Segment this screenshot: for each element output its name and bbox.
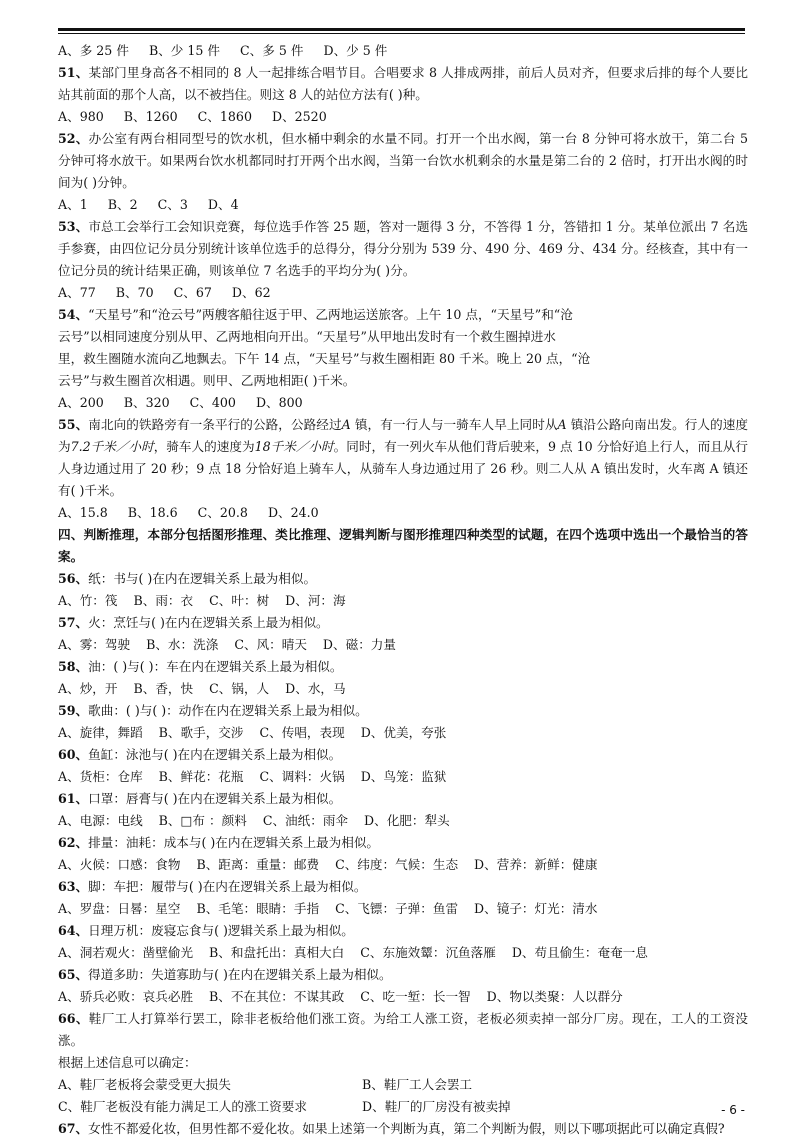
analogy-question-stem xyxy=(58,964,748,986)
option: B、和盘托出：真相大白 xyxy=(209,945,345,960)
q54-options xyxy=(58,392,748,414)
question-text: 油：( )与( )：车在内在逻辑关系上最为相似。 xyxy=(88,659,343,674)
option: D、鸟笼：监狱 xyxy=(360,769,447,784)
option: B、□布 ：颜料 xyxy=(158,813,247,828)
option: A、77 xyxy=(58,285,96,300)
q53-options xyxy=(58,282,748,304)
walker-speed: 7.2千米／小时 xyxy=(70,439,154,454)
option: A、货柜：仓库 xyxy=(58,769,143,784)
question-number: 57、 xyxy=(58,615,89,630)
option: A、15.8 xyxy=(58,505,108,520)
question-text: 歌曲：( )与( )：动作在内在逻辑关系上最为相似。 xyxy=(88,703,368,718)
analogy-question-stem xyxy=(58,876,748,898)
town-a-symbol: A xyxy=(557,417,567,432)
option: D、物以类聚：人以群分 xyxy=(486,989,623,1004)
question-55 xyxy=(58,414,748,502)
q50-options xyxy=(58,40,748,62)
analogy-options xyxy=(58,634,748,656)
question-text: 口罩：唇膏与( )在内在逻辑关系上最为相似。 xyxy=(88,791,342,806)
option: C、多 5 件 xyxy=(240,43,304,58)
question-text: 某部门里身高各不相同的 8 人一起排练合唱节目。合唱要求 8 人排成两排，前后人员对齐，但要求后排的每个人要比站其前面的那个人高，以不被挡住。则这 8 人的站位方法有( )种。 xyxy=(58,65,748,102)
question-52 xyxy=(58,128,748,194)
analogy-question-stem xyxy=(58,700,748,722)
option: D、水，马 xyxy=(285,681,346,696)
option: A、炒，开 xyxy=(58,681,118,696)
question-54-line-1 xyxy=(58,304,748,326)
option: B、香，快 xyxy=(133,681,194,696)
option: A、200 xyxy=(58,395,104,410)
question-number: 59、 xyxy=(58,703,89,718)
analogy-options xyxy=(58,854,748,876)
option: C、鞋厂老板没有能力满足工人的涨工资要求 xyxy=(58,1099,307,1114)
option: B、水：洗涤 xyxy=(146,637,219,652)
option: C、1860 xyxy=(197,109,252,124)
question-number: 56、 xyxy=(58,571,89,586)
analogy-options xyxy=(58,590,748,612)
option: D、鞋厂的厂房没有被卖掉 xyxy=(362,1099,511,1114)
option: C、东施效颦：沉鱼落雁 xyxy=(360,945,496,960)
question-text: 鞋厂工人打算举行罢工，除非老板给他们涨工资。为给工人涨工资，老板必须卖掉一部分厂房。现在，工人的工资没涨。 xyxy=(58,1011,748,1048)
question-text: 得道多助：失道寡助与( )在内在逻辑关系上最为相似。 xyxy=(88,967,392,982)
option: C、飞镖：子弹：鱼雷 xyxy=(335,901,459,916)
option: B、18.6 xyxy=(127,505,178,520)
option: D、2520 xyxy=(271,109,327,124)
question-number: 61、 xyxy=(58,791,89,806)
question-text: 纸：书与( )在内在逻辑关系上最为相似。 xyxy=(88,571,317,586)
question-number: 60、 xyxy=(58,747,89,762)
page-content xyxy=(58,40,748,1140)
question-prompt: 根据上述信息可以确定： xyxy=(58,1055,197,1070)
question-text: 市总工会举行工会知识竞赛，每位选手作答 25 题，答对一题得 3 分，不答得 1 分，答错扣 1 分。某单位派出 7 名选手参赛，由四位记分员分别统计该单位选手的总得分，得分分别为 539 分、490 分、469 分、434 分。经核查，其中有一位记分员的统计结果正确，则该单位 7 名选手的平均分为( )分。 xyxy=(58,219,749,278)
option: A、电源：电线 xyxy=(58,813,143,828)
question-number: 64、 xyxy=(58,923,89,938)
q52-options xyxy=(58,194,748,216)
option: A、火候：口感：食物 xyxy=(58,857,181,872)
analogy-question-stem xyxy=(58,612,748,634)
option: C、吃一堑：长一智 xyxy=(360,989,471,1004)
option: D、24.0 xyxy=(267,505,319,520)
option: A、罗盘：日晷：星空 xyxy=(58,901,181,916)
question-text: 日理万机：废寝忘食与( )逻辑关系上最为相似。 xyxy=(88,923,354,938)
question-text: 办公室有两台相同型号的饮水机，但水桶中剩余的水量不同。打开一个出水阀，第一台 8 分钟可将水放干，第二台 5 分钟可将水放干。如果两台饮水机都同时打开两个出水阀，当第一台饮水机剩余的水量是第二台的 2 倍时，打开出水阀的时间为( )分钟。 xyxy=(58,131,748,190)
option: B、70 xyxy=(115,285,154,300)
question-text-part: 。同时，有一列火车从他们背后驶来，9 点 10 分恰好追上行人，而且从行人身边通过用了 20 秒；9 点 18 分恰好追上骑车人，从骑车人身边通过用了 26 秒。则二人从 A 镇出发时，火车离 A 镇还有( )千米。 xyxy=(58,439,749,498)
option: D、62 xyxy=(231,285,271,300)
option: A、旋律，舞蹈 xyxy=(58,725,143,740)
q55-options xyxy=(58,502,748,524)
analogy-question-stem xyxy=(58,832,748,854)
q66-options-row-1 xyxy=(58,1074,748,1096)
question-number: 58、 xyxy=(58,659,89,674)
option: A、鞋厂老板将会蒙受更大损失 xyxy=(58,1077,231,1092)
option: D、磁：力量 xyxy=(322,637,396,652)
analogy-question-stem xyxy=(58,744,748,766)
option: C、67 xyxy=(173,285,212,300)
option: B、鲜花：花瓶 xyxy=(158,769,244,784)
question-text: 脚：车把：履带与( )在内在逻辑关系上最为相似。 xyxy=(88,879,367,894)
question-text: “天星号”和“沧云号”两艘客船往返于甲、乙两地运送旅客。上午 10 点，“天星号”和“沧 xyxy=(88,307,573,322)
option: A、雾：驾驶 xyxy=(58,637,131,652)
analogy-questions xyxy=(58,568,748,1008)
question-text: 排量：油耗：成本与( )在内在逻辑关系上最为相似。 xyxy=(88,835,380,850)
option: B、不在其位：不谋其政 xyxy=(209,989,345,1004)
option: A、1 xyxy=(58,197,88,212)
question-number: 52、 xyxy=(58,131,89,146)
option: D、营养：新鲜：健康 xyxy=(474,857,598,872)
question-67 xyxy=(58,1118,748,1140)
analogy-options xyxy=(58,810,748,832)
analogy-options xyxy=(58,766,748,788)
option: B、320 xyxy=(123,395,170,410)
option: D、800 xyxy=(255,395,303,410)
option: C、风：晴天 xyxy=(234,637,307,652)
option: C、400 xyxy=(189,395,236,410)
section-heading: 四、判断推理，本部分包括图形推理、类比推理、逻辑判断与图形推理四种类型的试题，在四个选项中选出一个最恰当的答案。 xyxy=(58,527,748,564)
option: C、调料：火锅 xyxy=(259,769,345,784)
option: B、毛笔：眼睛：手指 xyxy=(196,901,320,916)
option: C、3 xyxy=(157,197,188,212)
option: D、河：海 xyxy=(285,593,346,608)
question-text: 女性不都爱化妆，但男性都不爱化妆。如果上述第一个判断为真，第二个判断为假，则以下哪项据此可以确定真假? xyxy=(88,1121,725,1136)
question-53 xyxy=(58,216,748,282)
town-a-symbol: A xyxy=(341,417,351,432)
analogy-question-stem xyxy=(58,568,748,590)
question-number: 66、 xyxy=(58,1011,89,1026)
analogy-options xyxy=(58,722,748,744)
question-number: 51、 xyxy=(58,65,89,80)
analogy-question-stem xyxy=(58,788,748,810)
option: C、叶：树 xyxy=(209,593,270,608)
question-number: 62、 xyxy=(58,835,89,850)
option: B、距离：重量：邮费 xyxy=(196,857,320,872)
option: B、2 xyxy=(107,197,138,212)
question-number: 55、 xyxy=(58,417,89,432)
option: A、洞若观火：凿壁偷光 xyxy=(58,945,194,960)
question-number: 63、 xyxy=(58,879,89,894)
question-text-part: ，骑车人的速度为 xyxy=(153,439,255,454)
question-number: 53、 xyxy=(58,219,89,234)
option: B、鞋厂工人会罢工 xyxy=(362,1077,473,1092)
question-text: 火：烹饪与( )在内在逻辑关系上最为相似。 xyxy=(88,615,329,630)
question-text-part: 镇，有一行人与一骑车人早上同时从 xyxy=(350,417,558,432)
analogy-question-stem xyxy=(58,656,748,678)
option: B、雨：衣 xyxy=(133,593,194,608)
option: D、苟且偷生：奄奄一息 xyxy=(511,945,648,960)
q51-options xyxy=(58,106,748,128)
option: C、锅，人 xyxy=(209,681,270,696)
option: D、少 5 件 xyxy=(323,43,388,58)
question-54-line-4: 云号”与救生圈首次相遇。则甲、乙两地相距( )千米。 xyxy=(58,373,356,388)
cyclist-speed: 18千米／小时 xyxy=(254,439,334,454)
question-54-line-3: 里，救生圈随水流向乙地飘去。下午 14 点，“天星号”与救生圈相距 80 千米。晚上 20 点，“沧 xyxy=(58,351,591,366)
option: D、镜子：灯光：清水 xyxy=(474,901,598,916)
question-number: 67、 xyxy=(58,1121,89,1136)
header-rule-thick xyxy=(58,28,745,31)
analogy-question-stem xyxy=(58,920,748,942)
analogy-options xyxy=(58,942,748,964)
question-number: 54、 xyxy=(58,307,89,322)
option: B、少 15 件 xyxy=(148,43,221,58)
option: D、化肥：犁头 xyxy=(364,813,450,828)
question-text-part: 南北向的铁路旁有一条平行的公路，公路经过 xyxy=(88,417,342,432)
question-51 xyxy=(58,62,748,106)
option: D、优美，夸张 xyxy=(360,725,447,740)
header-rule-thin xyxy=(58,33,745,34)
option: A、竹：筏 xyxy=(58,593,118,608)
analogy-options xyxy=(58,986,748,1008)
analogy-options xyxy=(58,898,748,920)
option: A、骄兵必败：哀兵必胜 xyxy=(58,989,194,1004)
q66-options-row-2 xyxy=(58,1096,748,1118)
option: C、油纸：雨伞 xyxy=(262,813,349,828)
option: C、纬度：气候：生态 xyxy=(335,857,459,872)
option: A、多 25 件 xyxy=(58,43,129,58)
question-text-part: 镇沿公路向南出发。行人的速度为 xyxy=(58,417,749,454)
question-66 xyxy=(58,1008,748,1052)
page-number: - 6 - xyxy=(721,1103,745,1117)
analogy-options xyxy=(58,678,748,700)
option: A、980 xyxy=(58,109,104,124)
option: C、传唱，表现 xyxy=(259,725,345,740)
question-54-line-2: 云号”以相同速度分别从甲、乙两地相向开出。“天星号”从甲地出发时有一个救生圈掉进水 xyxy=(58,329,556,344)
option: D、4 xyxy=(207,197,239,212)
option: B、歌手，交涉 xyxy=(158,725,244,740)
question-number: 65、 xyxy=(58,967,89,982)
option: B、1260 xyxy=(123,109,178,124)
option: C、20.8 xyxy=(197,505,248,520)
question-text: 鱼缸：泳池与( )在内在逻辑关系上最为相似。 xyxy=(88,747,342,762)
